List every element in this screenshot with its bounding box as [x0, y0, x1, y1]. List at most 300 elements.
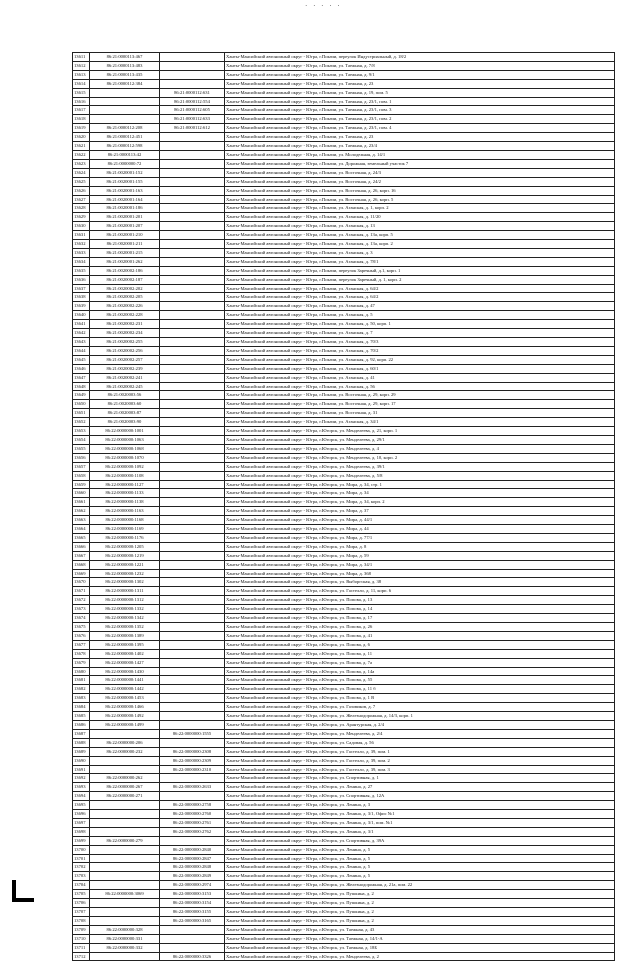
cadastral-number-secondary-cell	[160, 231, 225, 240]
scan-edge-mark-foot	[12, 898, 34, 902]
table-row	[73, 61, 615, 70]
row-number-cell: 13622	[73, 150, 90, 159]
row-number-cell: 13679	[73, 658, 90, 667]
cadastral-number-cell	[90, 899, 160, 908]
cadastral-number-secondary-cell	[160, 667, 225, 676]
address-cell: Ханты-Мансийский автономный округ - Югра, г.Югорск, ул. Ленина, д. 5	[225, 872, 615, 881]
cadastral-number-secondary-cell	[160, 489, 225, 498]
table-row	[73, 338, 615, 347]
cadastral-number-secondary-cell	[160, 53, 225, 62]
address-cell: Ханты-Мансийский автономный округ - Югра, г.Покачи, ул. Молодежная, д. 14/1	[225, 150, 615, 159]
cadastral-number-cell: 86:21:0020001:164	[90, 195, 160, 204]
cadastral-number-secondary-cell: 86:21:0000112:631	[160, 88, 225, 97]
table-row	[73, 248, 615, 257]
address-cell: Ханты-Мансийский автономный округ - Югра, г.Югорск, ул. Попова, д. 26	[225, 623, 615, 632]
cadastral-number-cell: 86:22:0000000:1001	[90, 427, 160, 436]
cadastral-number-cell: 86:22:0000000:1302	[90, 578, 160, 587]
cadastral-number-secondary-cell	[160, 435, 225, 444]
address-cell: Ханты-Мансийский автономный округ - Югра, г.Югорск, ул. Гастелло, д. 39, пом. 2	[225, 756, 615, 765]
table-row	[73, 640, 615, 649]
address-cell: Ханты-Мансийский автономный округ - Югра, г.Югорск, ул. Гастелло, д. 11, корп. 6	[225, 587, 615, 596]
cadastral-number-secondary-cell	[160, 533, 225, 542]
row-number-cell: 13710	[73, 934, 90, 943]
row-number-cell: 13701	[73, 854, 90, 863]
address-cell: Ханты-Мансийский автономный округ - Югра, г.Югорск, ул. Мира, д. 44	[225, 525, 615, 534]
table-row	[73, 694, 615, 703]
row-number-cell: 13687	[73, 729, 90, 738]
table-row	[73, 355, 615, 364]
cadastral-number-secondary-cell	[160, 364, 225, 373]
cadastral-number-cell: 86:21:0020002:245	[90, 382, 160, 391]
cadastral-number-secondary-cell	[160, 311, 225, 320]
cadastral-number-cell: 86:22:0000000:1352	[90, 623, 160, 632]
table-row	[73, 533, 615, 542]
address-cell: Ханты-Мансийский автономный округ - Югра, г.Югорск, ул. Арантурская, д. 2/4	[225, 720, 615, 729]
address-cell: Ханты-Мансийский автономный округ - Югра, г.Югорск, ул. Садовая, д. 56	[225, 738, 615, 747]
register-rows	[73, 53, 615, 961]
address-cell: Ханты-Мансийский автономный округ - Югра, г.Югорск, ул. Менделеева, д. 2/4	[225, 729, 615, 738]
cadastral-number-cell: 86:22:0000000:1430	[90, 667, 160, 676]
cadastral-number-cell: 86:21:0020002:255	[90, 338, 160, 347]
cadastral-number-secondary-cell	[160, 329, 225, 338]
table-row	[73, 614, 615, 623]
cadastral-number-cell: 86:21:0020003:56	[90, 391, 160, 400]
address-cell: Ханты-Мансийский автономный округ - Югра, г.Покачи, ул. Аганская, д. 92, корп. 22	[225, 355, 615, 364]
table-row	[73, 747, 615, 756]
table-row	[73, 498, 615, 507]
row-number-cell: 13624	[73, 168, 90, 177]
row-number-cell: 13696	[73, 810, 90, 819]
address-cell: Ханты-Мансийский автономный округ - Югра, г.Югорск, ул. Менделеева, д. 4	[225, 444, 615, 453]
row-number-cell: 13613	[73, 70, 90, 79]
row-number-cell: 13645	[73, 355, 90, 364]
cadastral-number-cell: 86:22:0000000:262	[90, 774, 160, 783]
cadastral-number-secondary-cell	[160, 70, 225, 79]
cadastral-number-cell	[90, 801, 160, 810]
row-number-cell: 13671	[73, 587, 90, 596]
address-cell: Ханты-Мансийский автономный округ - Югра, г.Югорск, ул. Таежная, д. 14/1-А	[225, 934, 615, 943]
cadastral-number-secondary-cell: 86:21:0000112:633	[160, 115, 225, 124]
table-row	[73, 382, 615, 391]
address-cell: Ханты-Мансийский автономный округ - Югра, г.Покачи, ул. Аганская, д. 13а, корп. 5	[225, 231, 615, 240]
address-cell: Ханты-Мансийский автономный округ - Югра, г.Покачи, ул. Таежная, д. 7/8	[225, 61, 615, 70]
address-cell: Ханты-Мансийский автономный округ - Югра, г.Югорск, ул. Мира, д. 34, стр. 1	[225, 480, 615, 489]
address-cell: Ханты-Мансийский автономный округ - Югра, г.Покачи, ул. Аганская, д. 64/2	[225, 284, 615, 293]
row-number-cell: 13689	[73, 747, 90, 756]
address-cell: Ханты-Мансийский автономный округ - Югра, г.Югорск, ул. Мира, д. 77/1	[225, 533, 615, 542]
cadastral-number-secondary-cell	[160, 177, 225, 186]
address-cell: Ханты-Мансийский автономный округ - Югра, г.Покачи, ул. Таежная, д. 23/1, пом. 1	[225, 97, 615, 106]
address-cell: Ханты-Мансийский автономный округ - Югра, г.Югорск, ул. Спортивная, д. 39А	[225, 836, 615, 845]
table-row	[73, 391, 615, 400]
cadastral-number-secondary-cell: 86:22:0000000:2849	[160, 872, 225, 881]
cadastral-number-cell: 86:22:0000000:1441	[90, 676, 160, 685]
cadastral-number-secondary-cell: 86:22:0000000:2847	[160, 854, 225, 863]
row-number-cell: 13707	[73, 908, 90, 917]
address-cell: Ханты-Мансийский автономный округ - Югра, г.Югорск, ул. Спортивная, д. 1	[225, 774, 615, 783]
cadastral-number-cell: 86:22:0000000:1092	[90, 462, 160, 471]
cadastral-number-secondary-cell	[160, 222, 225, 231]
cadastral-number-cell	[90, 845, 160, 854]
address-cell: Ханты-Мансийский автономный округ - Югра, г.Покачи, ул. Восточная, д. 26, корп. 16	[225, 186, 615, 195]
address-cell: Ханты-Мансийский автономный округ - Югра, г.Покачи, ул. Аганская, д. 70/2	[225, 346, 615, 355]
table-row	[73, 943, 615, 952]
row-number-cell: 13663	[73, 516, 90, 525]
row-number-cell: 13652	[73, 418, 90, 427]
cadastral-number-secondary-cell: 86:22:0000000:2309	[160, 756, 225, 765]
cadastral-number-secondary-cell: 86:22:0000000:2310	[160, 765, 225, 774]
row-number-cell: 13633	[73, 248, 90, 257]
address-cell: Ханты-Мансийский автономный округ - Югра, г.Покачи, ул. Аганская, д. 1, корп. 2	[225, 204, 615, 213]
table-row	[73, 872, 615, 881]
address-cell: Ханты-Мансийский автономный округ - Югра, г.Покачи, ул. Восточная, д. 29, корп. 17	[225, 400, 615, 409]
table-row	[73, 204, 615, 213]
row-number-cell: 13692	[73, 774, 90, 783]
cadastral-number-cell: 86:22:0000000:1133	[90, 489, 160, 498]
table-row	[73, 516, 615, 525]
row-number-cell: 13651	[73, 409, 90, 418]
table-row	[73, 631, 615, 640]
row-number-cell: 13639	[73, 302, 90, 311]
cadastral-number-secondary-cell	[160, 275, 225, 284]
cadastral-number-secondary-cell	[160, 79, 225, 88]
row-number-cell: 13611	[73, 53, 90, 62]
table-row	[73, 400, 615, 409]
table-row	[73, 213, 615, 222]
row-number-cell: 13643	[73, 338, 90, 347]
address-cell: Ханты-Мансийский автономный округ - Югра, г.Покачи, ул. Аганская, д. 3	[225, 248, 615, 257]
row-number-cell: 13654	[73, 435, 90, 444]
address-cell: Ханты-Мансийский автономный округ - Югра, г.Югорск, ул. Менделеева, д. 5/8	[225, 471, 615, 480]
cadastral-number-cell: 86:21:0020002:256	[90, 346, 160, 355]
row-number-cell: 13670	[73, 578, 90, 587]
cadastral-number-secondary-cell	[160, 836, 225, 845]
row-number-cell: 13642	[73, 329, 90, 338]
cadastral-number-cell	[90, 810, 160, 819]
table-row	[73, 79, 615, 88]
cadastral-number-secondary-cell	[160, 658, 225, 667]
table-row	[73, 890, 615, 899]
table-row	[73, 738, 615, 747]
row-number-cell: 13620	[73, 133, 90, 142]
table-row	[73, 444, 615, 453]
address-cell: Ханты-Мансийский автономный округ - Югра, г.Покачи, ул. Аганская, д. 50, корп. 1	[225, 320, 615, 329]
cadastral-number-secondary-cell	[160, 453, 225, 462]
table-row	[73, 195, 615, 204]
address-cell: Ханты-Мансийский автономный округ - Югра, г.Югорск, ул. Мира, д. 368	[225, 569, 615, 578]
cadastral-number-secondary-cell: 86:22:0000000:2758	[160, 801, 225, 810]
row-number-cell: 13632	[73, 240, 90, 249]
table-row	[73, 756, 615, 765]
cadastral-number-cell: 86:21:0020002:187	[90, 275, 160, 284]
row-number-cell: 13618	[73, 115, 90, 124]
table-row	[73, 649, 615, 658]
cadastral-number-cell: 86:21:0020002:241	[90, 373, 160, 382]
table-row	[73, 658, 615, 667]
table-row	[73, 302, 615, 311]
table-row	[73, 525, 615, 534]
cadastral-number-secondary-cell	[160, 649, 225, 658]
cadastral-number-cell: 86:22:0000000:1108	[90, 471, 160, 480]
address-cell: Ханты-Мансийский автономный округ - Югра, г.Покачи, ул. Восточная, д. 24/3	[225, 168, 615, 177]
address-cell: Ханты-Мансийский автономный округ - Югра, г.Югорск, ул. Железнодорожная, д. 21а, пом. 22	[225, 881, 615, 890]
cadastral-number-secondary-cell	[160, 551, 225, 560]
table-row	[73, 222, 615, 231]
cadastral-number-secondary-cell	[160, 934, 225, 943]
cadastral-number-secondary-cell	[160, 596, 225, 605]
table-row	[73, 783, 615, 792]
row-number-cell: 13641	[73, 320, 90, 329]
cadastral-number-secondary-cell	[160, 213, 225, 222]
table-row	[73, 409, 615, 418]
table-row	[73, 329, 615, 338]
address-cell: Ханты-Мансийский автономный округ - Югра, г.Покачи, ул. Аганская, д. 78/1	[225, 257, 615, 266]
row-number-cell: 13672	[73, 596, 90, 605]
cadastral-number-cell: 86:21:0000112:384	[90, 79, 160, 88]
row-number-cell: 13673	[73, 605, 90, 614]
row-number-cell: 13629	[73, 213, 90, 222]
table-row	[73, 854, 615, 863]
address-cell: Ханты-Мансийский автономный округ - Югра, г.Покачи, ул. Таежная, д. 19, пом. 5	[225, 88, 615, 97]
address-cell: Ханты-Мансийский автономный округ - Югра, г.Покачи, ул. Аганская, д. 11/20	[225, 213, 615, 222]
cadastral-number-cell: 86:22:0000000:1205	[90, 542, 160, 551]
cadastral-number-cell: 86:21:0020001:201	[90, 213, 160, 222]
cadastral-number-cell: 86:21:0000113:467	[90, 53, 160, 62]
address-cell: Ханты-Мансийский автономный округ - Югра, г.Югорск, ул. Газовиков, д. 7	[225, 703, 615, 712]
cadastral-number-cell: 86:22:0000000:1138	[90, 498, 160, 507]
cadastral-number-secondary-cell	[160, 427, 225, 436]
cadastral-number-secondary-cell	[160, 480, 225, 489]
row-number-cell: 13655	[73, 444, 90, 453]
cadastral-number-cell: 86:22:0000000:1427	[90, 658, 160, 667]
cadastral-number-cell: 86:21:0020003:90	[90, 418, 160, 427]
address-cell: Ханты-Мансийский автономный округ - Югра, г.Югорск, ул. Таежная, д. 43	[225, 925, 615, 934]
cadastral-number-cell: 86:22:0000000:267	[90, 783, 160, 792]
cadastral-number-secondary-cell	[160, 168, 225, 177]
table-row	[73, 159, 615, 168]
cadastral-number-cell: 86:22:0000000:1221	[90, 560, 160, 569]
cadastral-number-cell: 86:22:0000000:1442	[90, 685, 160, 694]
cadastral-number-cell: 86:21:0000112:598	[90, 142, 160, 151]
table-row	[73, 952, 615, 961]
table-row	[73, 70, 615, 79]
row-number-cell: 13682	[73, 685, 90, 694]
table-row	[73, 899, 615, 908]
table-row	[73, 133, 615, 142]
cadastral-number-cell: 86:21:0020002:257	[90, 355, 160, 364]
cadastral-number-secondary-cell	[160, 774, 225, 783]
address-cell: Ханты-Мансийский автономный округ - Югра, г.Югорск, ул. Ленина, д. 3	[225, 801, 615, 810]
cadastral-number-secondary-cell	[160, 720, 225, 729]
cadastral-number-cell: 86:21:0000113:483	[90, 61, 160, 70]
cadastral-number-cell: 86:22:0000000:332	[90, 943, 160, 952]
address-cell: Ханты-Мансийский автономный округ - Югра, г.Югорск, ул. Ленина, д. 5	[225, 863, 615, 872]
cadastral-number-secondary-cell	[160, 712, 225, 721]
cadastral-number-cell: 86:22:0000000:3069	[90, 890, 160, 899]
table-row	[73, 150, 615, 159]
cadastral-number-secondary-cell	[160, 373, 225, 382]
row-number-cell: 13640	[73, 311, 90, 320]
cadastral-number-secondary-cell	[160, 694, 225, 703]
cadastral-number-secondary-cell	[160, 186, 225, 195]
row-number-cell: 13666	[73, 542, 90, 551]
row-number-cell: 13612	[73, 61, 90, 70]
row-number-cell: 13668	[73, 560, 90, 569]
address-cell: Ханты-Мансийский автономный округ - Югра, г.Югорск, ул. Железнодорожная, д. 14/3, корп. 1	[225, 712, 615, 721]
row-number-cell: 13638	[73, 293, 90, 302]
cadastral-number-secondary-cell	[160, 293, 225, 302]
cadastral-number-secondary-cell: 86:22:0000000:3153	[160, 890, 225, 899]
table-row	[73, 729, 615, 738]
row-number-cell: 13649	[73, 391, 90, 400]
cadastral-number-secondary-cell	[160, 462, 225, 471]
address-cell: Ханты-Мансийский автономный округ - Югра, г.Югорск, ул. Пушкина, д. 2	[225, 899, 615, 908]
cadastral-number-secondary-cell: 86:22:0000000:3165	[160, 916, 225, 925]
cadastral-number-cell: 86:21:0020001:163	[90, 186, 160, 195]
register-table	[72, 52, 615, 961]
cadastral-number-cell: 86:22:0000000:1176	[90, 533, 160, 542]
cadastral-number-cell	[90, 952, 160, 961]
table-row	[73, 667, 615, 676]
table-row	[73, 916, 615, 925]
address-cell: Ханты-Мансийский автономный округ - Югра, г.Покачи, ул. Таежная, д. 23/1, пом. 3	[225, 106, 615, 115]
table-row	[73, 480, 615, 489]
cadastral-number-secondary-cell	[160, 338, 225, 347]
table-row	[73, 587, 615, 596]
row-number-cell: 13685	[73, 712, 90, 721]
cadastral-number-secondary-cell: 86:22:0000000:2762	[160, 827, 225, 836]
table-row	[73, 623, 615, 632]
row-number-cell: 13691	[73, 765, 90, 774]
table-row	[73, 908, 615, 917]
cadastral-number-secondary-cell	[160, 400, 225, 409]
cadastral-number-secondary-cell	[160, 346, 225, 355]
row-number-cell: 13676	[73, 631, 90, 640]
cadastral-number-secondary-cell: 86:22:0000000:3326	[160, 952, 225, 961]
cadastral-number-secondary-cell	[160, 516, 225, 525]
cadastral-number-secondary-cell	[160, 569, 225, 578]
table-row	[73, 106, 615, 115]
cadastral-number-cell	[90, 97, 160, 106]
cadastral-number-cell: 86:21:0000112:208	[90, 124, 160, 133]
table-row	[73, 471, 615, 480]
address-cell: Ханты-Мансийский автономный округ - Югра, г.Югорск, ул. Попова, д. 41	[225, 631, 615, 640]
table-row	[73, 792, 615, 801]
address-cell: Ханты-Мансийский автономный округ - Югра, г.Югорск, ул. Попова, д. 13	[225, 596, 615, 605]
address-cell: Ханты-Мансийский автономный округ - Югра, г.Югорск, ул. Менделеева, д. 29/1	[225, 435, 615, 444]
table-row	[73, 685, 615, 694]
cadastral-number-cell: 86:21:0000112:451	[90, 133, 160, 142]
cadastral-number-cell: 86:22:0000000:1168	[90, 516, 160, 525]
address-cell: Ханты-Мансийский автономный округ - Югра, г.Покачи, ул. Аганская, д. 34/1	[225, 418, 615, 427]
cadastral-number-cell: 86:22:0000000:1163	[90, 507, 160, 516]
address-cell: Ханты-Мансийский автономный округ - Югра, г.Югорск, ул. Попова, д. 17	[225, 614, 615, 623]
cadastral-number-cell: 86:22:0000000:1466	[90, 703, 160, 712]
row-number-cell: 13657	[73, 462, 90, 471]
cadastral-number-cell: 86:21:0020002:226	[90, 302, 160, 311]
cadastral-number-cell: 86:22:0000000:1068	[90, 444, 160, 453]
cadastral-number-secondary-cell	[160, 507, 225, 516]
cadastral-number-cell: 86:22:0000000:1342	[90, 614, 160, 623]
cadastral-number-cell	[90, 827, 160, 836]
table-row	[73, 418, 615, 427]
row-number-cell: 13669	[73, 569, 90, 578]
table-row	[73, 542, 615, 551]
address-cell: Ханты-Мансийский автономный округ - Югра, г.Покачи, ул. Аганская, д. 13	[225, 222, 615, 231]
cadastral-number-secondary-cell	[160, 159, 225, 168]
address-cell: Ханты-Мансийский автономный округ - Югра, г.Югорск, ул. Выборгская, д. 38	[225, 578, 615, 587]
cadastral-number-cell: 86:22:0000000:1232	[90, 569, 160, 578]
address-cell: Ханты-Мансийский автономный округ - Югра, г.Югорск, ул. Мира, д. 37	[225, 507, 615, 516]
cadastral-number-secondary-cell	[160, 605, 225, 614]
cadastral-number-cell	[90, 765, 160, 774]
cadastral-number-cell: 86:21:0020001:215	[90, 248, 160, 257]
cadastral-number-secondary-cell	[160, 703, 225, 712]
address-cell: Ханты-Мансийский автономный округ - Югра, г.Югорск, ул. Менделеева, д. 21, корп. 1	[225, 427, 615, 436]
row-number-cell: 13627	[73, 195, 90, 204]
table-row	[73, 836, 615, 845]
table-row	[73, 266, 615, 275]
row-number-cell: 13635	[73, 266, 90, 275]
cadastral-number-secondary-cell	[160, 409, 225, 418]
cadastral-number-cell: 86:22:0000000:1453	[90, 694, 160, 703]
table-row	[73, 97, 615, 106]
cadastral-number-cell: 86:22:0000000:1063	[90, 435, 160, 444]
cadastral-number-cell: 86:21:0000113:435	[90, 70, 160, 79]
address-cell: Ханты-Мансийский автономный округ - Югра, г.Югорск, ул. Гастелло, д. 39, пом. 3	[225, 765, 615, 774]
address-cell: Ханты-Мансийский автономный округ - Югра, г.Югорск, ул. Попова, д. 6	[225, 640, 615, 649]
cadastral-number-cell: 86:21:0020002:234	[90, 329, 160, 338]
table-row	[73, 569, 615, 578]
row-number-cell: 13634	[73, 257, 90, 266]
row-number-cell: 13698	[73, 827, 90, 836]
address-cell: Ханты-Мансийский автономный округ - Югра, г.Покачи, переулок Заречный, д.1, корп. 1	[225, 266, 615, 275]
table-row	[73, 257, 615, 266]
address-cell: Ханты-Мансийский автономный округ - Югра, г.Покачи, ул. Аганская, д. 56	[225, 382, 615, 391]
cadastral-number-cell: 86:21:0020002:202	[90, 284, 160, 293]
row-number-cell: 13653	[73, 427, 90, 436]
cadastral-number-secondary-cell: 86:22:0000000:2974	[160, 881, 225, 890]
address-cell: Ханты-Мансийский автономный округ - Югра, г.Покачи, ул. Аганская, д. 70/3	[225, 338, 615, 347]
cadastral-number-secondary-cell	[160, 925, 225, 934]
cadastral-number-secondary-cell	[160, 320, 225, 329]
address-cell: Ханты-Мансийский автономный округ - Югра, г.Покачи, ул. Аганская, д. 47	[225, 302, 615, 311]
table-row	[73, 88, 615, 97]
address-cell: Ханты-Мансийский автономный округ - Югра, г.Югорск, ул. Менделеева, д. 10, корп. 2	[225, 453, 615, 462]
row-number-cell: 13706	[73, 899, 90, 908]
cadastral-number-cell: 86:22:0000000:271	[90, 792, 160, 801]
table-row	[73, 275, 615, 284]
table-row	[73, 845, 615, 854]
table-row	[73, 765, 615, 774]
address-cell: Ханты-Мансийский автономный округ - Югра, г.Югорск, ул. Попова, д. 11	[225, 649, 615, 658]
cadastral-number-secondary-cell	[160, 792, 225, 801]
table-row	[73, 507, 615, 516]
cadastral-number-cell: 86:21:0020001:152	[90, 168, 160, 177]
row-number-cell: 13677	[73, 640, 90, 649]
cadastral-number-cell	[90, 115, 160, 124]
cadastral-number-cell: 86:21:0000113:42	[90, 150, 160, 159]
row-number-cell: 13688	[73, 738, 90, 747]
cadastral-number-cell: 86:22:0000000:232	[90, 747, 160, 756]
address-cell: Ханты-Мансийский автономный округ - Югра, г.Покачи, ул. Таежная, д. 23/4	[225, 142, 615, 151]
address-cell: Ханты-Мансийский автономный округ - Югра, г.Югорск, ул. Ленина, д. 5	[225, 854, 615, 863]
row-number-cell: 13700	[73, 845, 90, 854]
row-number-cell: 13660	[73, 489, 90, 498]
cadastral-number-cell: 86:21:0020002:231	[90, 320, 160, 329]
address-cell: Ханты-Мансийский автономный округ - Югра, г.Югорск, ул. Ленина, д. 5	[225, 845, 615, 854]
table-row	[73, 551, 615, 560]
